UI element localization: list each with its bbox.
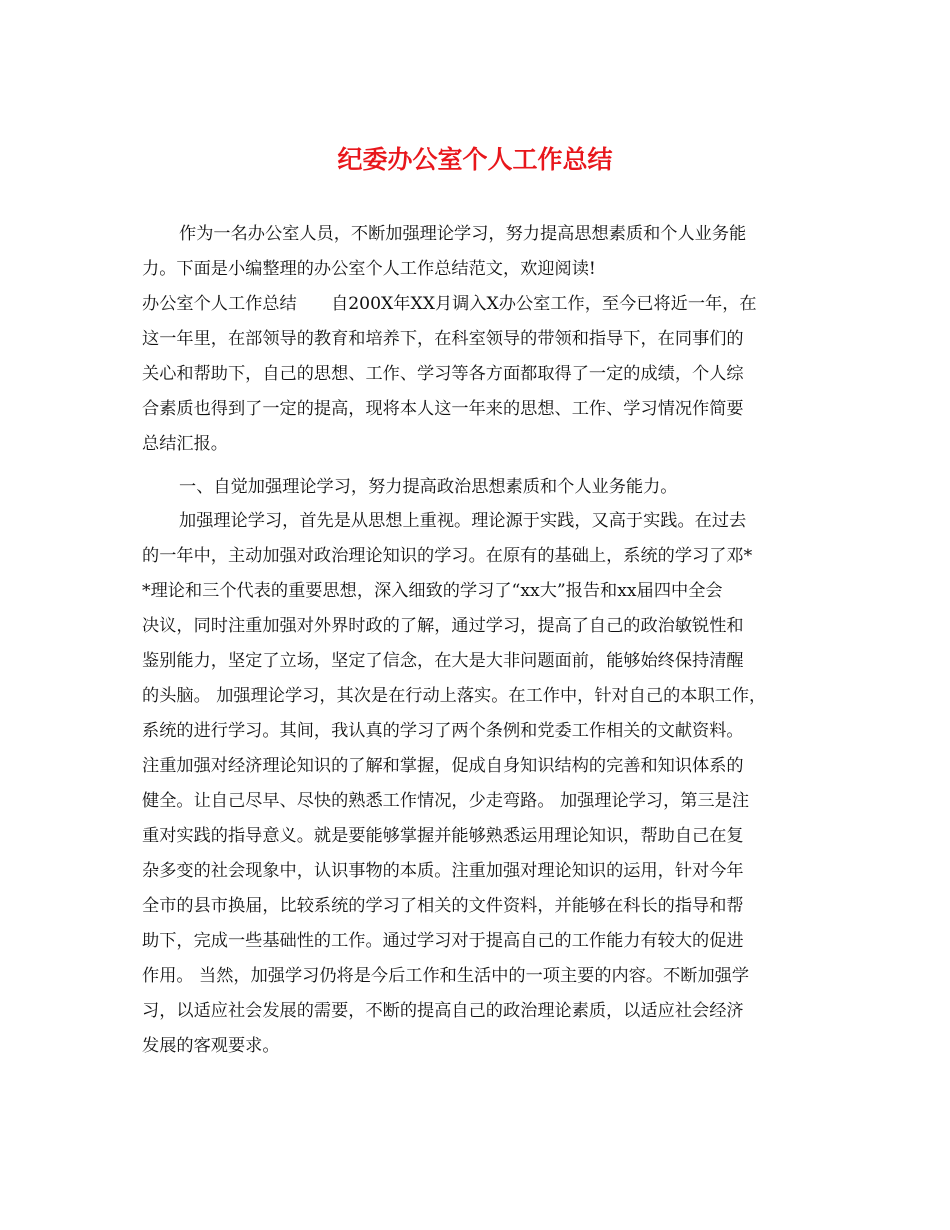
text-line-14: 的头脑。 加强理论学习，其次是在行动上落实。在工作中，针对自己的本职工作， (142, 686, 767, 706)
text-line-16: 注重加强对经济理论知识的了解和掌握，促成自身知识结构的完善和知识体系的 (142, 756, 744, 776)
text-line-13: 鉴别能力，坚定了立场，坚定了信念，在大是大非问题面前，能够始终保持清醒 (142, 651, 744, 671)
text-line-10: 的一年中，主动加强对政治理论知识的学习。在原有的基础上，系统的学习了邓* (142, 546, 753, 566)
text-line-18: 重对实践的指导意义。就是要能够掌握并能够熟悉运用理论知识，帮助自己在复 (142, 826, 744, 846)
document-title: 纪委办公室个人工作总结 (337, 145, 613, 174)
text-line-19: 杂多变的社会现象中，认识事物的本质。注重加强对理论知识的运用，针对今年 (142, 861, 744, 881)
section-heading-1: 一、自觉加强理论学习，努力提高政治思想素质和个人业务能力。 (179, 477, 678, 497)
text-line-7: 总结汇报。 (142, 434, 228, 454)
text-line-9: 加强理论学习，首先是从思想上重视。理论源于实践，又高于实践。在过去 (179, 511, 747, 531)
text-line-21: 助下，完成一些基础性的工作。通过学习对于提高自己的工作能力有较大的促进 (142, 931, 744, 951)
text-line-22: 作用。 当然，加强学习仍将是今后工作和生活中的一项主要的内容。不断加强学 (142, 966, 750, 986)
text-line-5: 关心和帮助下，自己的思想、工作、学习等各方面都取得了一定的成绩，个人综 (142, 364, 744, 384)
text-line-11: *理论和三个代表的重要思想，深入细致的学习了“xx大”报告和xx届四中全会 (142, 581, 723, 601)
text-line-4: 这一年里，在部领导的教育和培养下，在科室领导的带领和指导下，在同事们的 (142, 329, 744, 349)
text-line-2: 力。下面是小编整理的办公室个人工作总结范文，欢迎阅读! (142, 259, 596, 279)
text-line-6: 合素质也得到了一定的提高，现将本人这一年来的思想、工作、学习情况作简要 (142, 399, 744, 419)
text-line-24: 发展的客观要求。 (142, 1036, 280, 1056)
text-line-15: 系统的进行学习。其间，我认真的学习了两个条例和党委工作相关的文献资料。 (142, 721, 744, 741)
text-line-1: 作为一名办公室人员，不断加强理论学习，努力提高思想素质和个人业务能 (179, 224, 747, 244)
text-line-23: 习，以适应社会发展的需要，不断的提高自己的政治理论素质，以适应社会经济 (142, 1001, 744, 1021)
text-line-20: 全市的县市换届，比较系统的学习了相关的文件资料，并能够在科长的指导和帮 (142, 896, 744, 916)
text-line-17: 健全。让自己尽早、尽快的熟悉工作情况，少走弯路。 加强理论学习，第三是注 (142, 791, 750, 811)
text-line-12: 决议，同时注重加强对外界时政的了解，通过学习，提高了自己的政治敏锐性和 (142, 616, 744, 636)
text-line-3: 办公室个人工作总结 自200X年XX月调入X办公室工作，至今已将近一年，在 (142, 294, 757, 314)
